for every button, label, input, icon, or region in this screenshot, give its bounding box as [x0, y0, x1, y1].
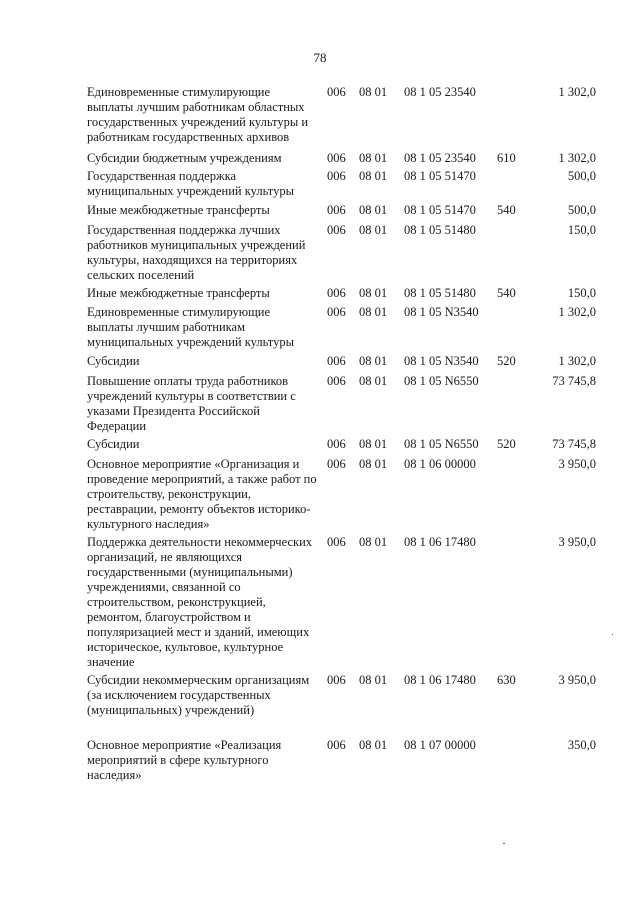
row-csr: 08 1 07 00000 — [404, 738, 476, 752]
scan-speck — [503, 843, 505, 844]
row-vr: 630 — [497, 673, 516, 687]
row-sum: 3 950,0 — [558, 457, 596, 471]
row-name: Субсидии некоммерческим организациям (за исключением государственных (муниципальных) учреждений) — [87, 673, 310, 717]
row-sum: 500,0 — [567, 169, 596, 183]
row-name: Иные межбюджетные трансферты — [87, 203, 270, 217]
row-sum: 3 950,0 — [558, 535, 596, 549]
row-sum: 150,0 — [567, 223, 596, 237]
row-name: Субсидии — [87, 354, 140, 368]
row-csr: 08 1 05 51470 — [404, 203, 476, 217]
row-rz: 08 01 — [359, 223, 388, 237]
row-name: Повышение оплаты труда работников учреждений культуры в соответствии с указами Президента Российской Федерации — [87, 374, 296, 433]
row-ved: 006 — [327, 354, 346, 368]
row-csr: 08 1 06 00000 — [404, 457, 476, 471]
row-name: Государственная поддержка муниципальных учреждений культуры — [87, 169, 294, 198]
row-rz: 08 01 — [359, 738, 388, 752]
row-csr: 08 1 05 N6550 — [404, 374, 479, 388]
row-ved: 006 — [327, 457, 346, 471]
row-csr: 08 1 05 N6550 — [404, 437, 479, 451]
row-ved: 006 — [327, 223, 346, 237]
row-ved: 006 — [327, 374, 346, 388]
row-ved: 006 — [327, 673, 346, 687]
row-vr: 540 — [497, 203, 516, 217]
row-ved: 006 — [327, 85, 346, 99]
row-rz: 08 01 — [359, 354, 388, 368]
row-rz: 08 01 — [359, 203, 388, 217]
page-number: 78 — [313, 50, 327, 65]
row-rz: 08 01 — [359, 437, 388, 451]
row-ved: 006 — [327, 151, 346, 165]
row-rz: 08 01 — [359, 535, 388, 549]
row-csr: 08 1 05 51480 — [404, 223, 476, 237]
row-sum: 73 745,8 — [552, 374, 596, 388]
row-ved: 006 — [327, 535, 346, 549]
row-sum: 1 302,0 — [558, 305, 596, 319]
row-sum: 1 302,0 — [558, 354, 596, 368]
row-csr: 08 1 05 23540 — [404, 85, 476, 99]
row-ved: 006 — [327, 169, 346, 183]
row-rz: 08 01 — [359, 286, 388, 300]
row-vr: 610 — [497, 151, 516, 165]
row-name: Иные межбюджетные трансферты — [87, 286, 270, 300]
row-ved: 006 — [327, 286, 346, 300]
row-csr: 08 1 05 51480 — [404, 286, 476, 300]
row-sum: 350,0 — [567, 738, 596, 752]
row-sum: 3 950,0 — [558, 673, 596, 687]
row-csr: 08 1 05 51470 — [404, 169, 476, 183]
row-rz: 08 01 — [359, 374, 388, 388]
row-csr: 08 1 05 N3540 — [404, 305, 479, 319]
row-rz: 08 01 — [359, 85, 388, 99]
row-rz: 08 01 — [359, 305, 388, 319]
row-name: Единовременные стимулирующие выплаты лучшим работникам муниципальных учреждений культуры — [87, 305, 294, 349]
row-name: Субсидии бюджетным учреждениям — [87, 151, 282, 165]
row-name: Единовременные стимулирующие выплаты лучшим работникам областных государственных учреждений культуры и работникам государственных архивов — [87, 85, 309, 144]
row-rz: 08 01 — [359, 169, 388, 183]
row-ved: 006 — [327, 738, 346, 752]
row-name: Субсидии — [87, 437, 140, 451]
row-csr: 08 1 06 17480 — [404, 535, 476, 549]
row-vr: 520 — [497, 437, 516, 451]
scan-speck — [612, 634, 613, 635]
row-ved: 006 — [327, 305, 346, 319]
row-name: Государственная поддержка лучших работников муниципальных учреждений культуры, находящихся на территориях сельских поселений — [87, 223, 306, 282]
row-vr: 540 — [497, 286, 516, 300]
row-sum: 150,0 — [567, 286, 596, 300]
row-vr: 520 — [497, 354, 516, 368]
row-csr: 08 1 05 N3540 — [404, 354, 479, 368]
row-name: Основное мероприятие «Организация и проведение мероприятий, а также работ по строительству, реконструкции, реставрации, ремонту объектов историко-культурного наследия» — [87, 457, 317, 531]
row-csr: 08 1 06 17480 — [404, 673, 476, 687]
row-ved: 006 — [327, 203, 346, 217]
row-rz: 08 01 — [359, 151, 388, 165]
row-rz: 08 01 — [359, 457, 388, 471]
row-ved: 006 — [327, 437, 346, 451]
row-sum: 1 302,0 — [558, 151, 596, 165]
row-name: Поддержка деятельности некоммерческих организаций, не являющихся государственными (муниципальными) учреждениями, связанной со строительством, реконструкцией, ремонтом, благоустройством и популяризацией мест и зданий, имеющих историческое, культовое, культурное значение — [87, 535, 313, 669]
row-sum: 500,0 — [567, 203, 596, 217]
row-name: Основное мероприятие «Реализация мероприятий в сфере культурного наследия» — [87, 738, 282, 782]
row-csr: 08 1 05 23540 — [404, 151, 476, 165]
row-sum: 1 302,0 — [558, 85, 596, 99]
row-sum: 73 745,8 — [552, 437, 596, 451]
row-rz: 08 01 — [359, 673, 388, 687]
